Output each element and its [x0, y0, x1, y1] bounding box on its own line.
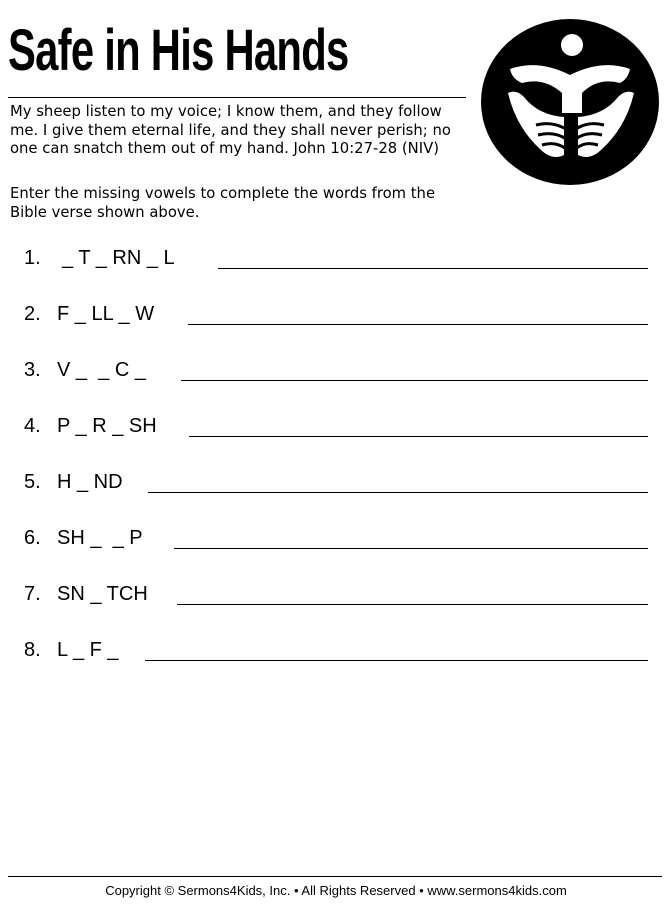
question-word: SN _ TCH: [57, 583, 148, 605]
question-word: V _ _ C _: [57, 359, 146, 381]
instructions: Enter the missing vowels to complete the words from the Bible verse shown above.: [10, 185, 436, 221]
question-word: F _ LL _ W: [57, 303, 155, 325]
question-row: [0, 464, 672, 504]
question-row: [0, 352, 672, 392]
question-number: 3.: [24, 359, 41, 381]
answer-line[interactable]: [218, 268, 648, 269]
question-number: 1.: [24, 247, 41, 269]
question-word: _ T _ RN _ L: [62, 247, 175, 269]
question-row: [0, 296, 672, 336]
answer-line[interactable]: [145, 660, 648, 661]
answer-line[interactable]: [189, 436, 648, 437]
page-title: Safe in His Hands: [8, 18, 349, 83]
answer-line[interactable]: [148, 492, 648, 493]
question-number: 5.: [24, 471, 41, 493]
copyright-footer: Copyright © Sermons4Kids, Inc. • All Rights Reserved • www.sermons4kids.com: [105, 883, 567, 898]
answer-line[interactable]: [177, 604, 648, 605]
question-row: [0, 408, 672, 448]
question-row: [0, 520, 672, 560]
answer-line[interactable]: [181, 380, 648, 381]
question-number: 7.: [24, 583, 41, 605]
question-word: P _ R _ SH: [57, 415, 157, 437]
question-number: 6.: [24, 527, 41, 549]
question-word: L _ F _: [57, 639, 119, 661]
question-word: H _ ND: [57, 471, 123, 493]
question-number: 8.: [24, 639, 41, 661]
bible-verse: My sheep listen to my voice; I know them, and they follow me. I give them eternal life, and they shall never perish; no one can snatch them out of my hand. John 10:27-28 (NIV): [10, 103, 451, 157]
answer-line[interactable]: [188, 324, 648, 325]
question-row: [0, 240, 672, 280]
answer-line[interactable]: [174, 548, 648, 549]
footer-divider: [8, 876, 662, 877]
question-number: 2.: [24, 303, 41, 325]
question-row: [0, 632, 672, 672]
question-row: [0, 576, 672, 616]
question-number: 4.: [24, 415, 41, 437]
title-divider: [8, 97, 466, 98]
question-word: SH _ _ P: [57, 527, 143, 549]
hands-holding-child-icon: [478, 17, 662, 187]
